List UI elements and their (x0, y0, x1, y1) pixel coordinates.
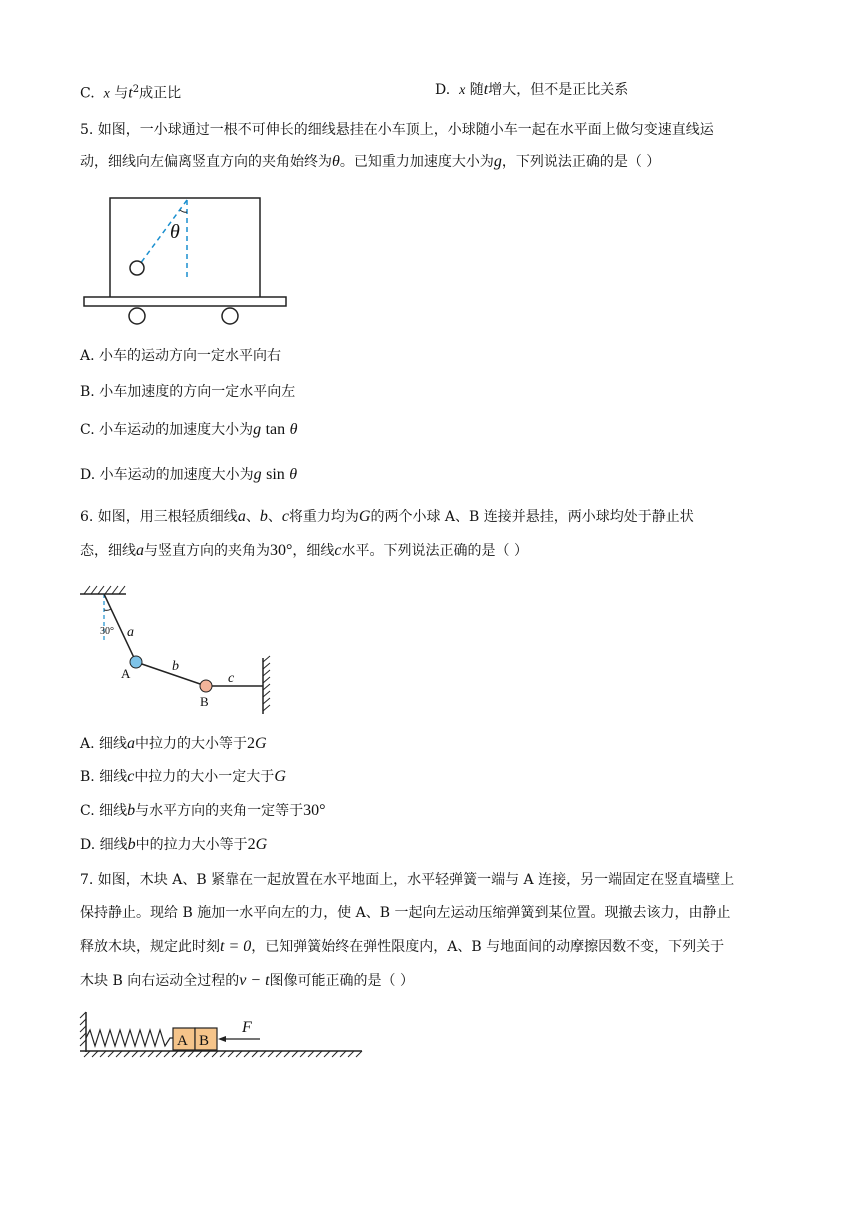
prev-option-d: D. x 随t增大，但不是正比关系 (435, 81, 629, 98)
right-wheel (222, 308, 238, 324)
q5-line-1: 5. 如图，一小球通过一根不可伸长的细线悬挂在小车顶上，小球随小车一起在水平面上做匀变速直线运 (80, 122, 714, 138)
force-arrowhead (218, 1036, 226, 1042)
angle-label: 30° (100, 626, 114, 637)
q6-option-d: D. 细线b中的拉力大小等于2G (80, 836, 268, 853)
q6-option-a: A. 细线a中拉力的大小等于2G (80, 735, 267, 752)
q6-line-2: 态，细线a与竖直方向的夹角为30°，细线c水平。下列说法正确的是（ ） (80, 542, 528, 559)
block-b-label: B (199, 1033, 210, 1049)
q5-line-2: 动，细线向左偏离竖直方向的夹角始终为θ。已知重力加速度大小为g，下列说法正确的是（ ） (80, 153, 661, 170)
cart-body (110, 198, 260, 298)
q5-cart-figure (80, 192, 290, 328)
ceiling-hatch (84, 586, 125, 594)
q7-line-1: 7. 如图，木块 A、B 紧靠在一起放置在水平地面上，水平轻弹簧一端与 A 连接，另一端固定在竖直墙壁上 (80, 872, 735, 888)
label-b: b (172, 659, 179, 674)
ball-a (130, 656, 142, 668)
string-dashed-line (140, 200, 187, 264)
q5-option-d: D. 小车运动的加速度大小为g sin θ (80, 466, 298, 483)
angle-arc (104, 609, 111, 610)
q6-hanging-balls-figure (80, 584, 280, 719)
wall-hatch (263, 656, 270, 711)
wall-hatch (80, 1012, 86, 1046)
block-a-label: A (177, 1033, 188, 1049)
theta-label: θ (170, 221, 180, 243)
left-wheel (129, 308, 145, 324)
q6-line-1: 6. 如图，用三根轻质细线a、b、c将重力均为G的两个小球 A、B 连接并悬挂，两小球均处于静止状 (80, 508, 694, 525)
cart-base (84, 297, 286, 306)
label-c: c (228, 671, 235, 686)
q7-line-2: 保持静止。现给 B 施加一水平向左的力，使 A、B 一起向左运动压缩弹簧到某位置。现撤去该力，由静止 (80, 905, 731, 921)
prev-option-c: C. x 与$t^2$成正比 (80, 84, 182, 102)
q6-option-b: B. 细线c中拉力的大小一定大于G (80, 768, 286, 785)
q7-line-4: 木块 B 向右运动全过程的v − t图像可能正确的是（ ） (80, 972, 414, 989)
q7-spring-block-figure (80, 1010, 365, 1058)
string-b (136, 662, 206, 686)
label-a: a (127, 625, 134, 640)
hanging-ball (130, 261, 144, 275)
ground-hatch (84, 1051, 362, 1057)
q5-option-b: B. 小车加速度的方向一定水平向左 (80, 384, 296, 400)
force-label: F (242, 1019, 252, 1036)
label-ball-a: A (121, 666, 131, 681)
q5-option-c: C. 小车运动的加速度大小为g tan θ (80, 421, 298, 438)
ball-b (200, 680, 212, 692)
q7-line-3: 释放木块，规定此时刻t = 0，已知弹簧始终在弹性限度内，A、B 与地面间的动摩擦因数不变，下列关于 (80, 938, 725, 955)
spring (86, 1030, 173, 1046)
q5-option-a: A. 小车的运动方向一定水平向右 (80, 348, 282, 364)
angle-arc (180, 210, 187, 212)
q6-option-c: C. 细线b与水平方向的夹角一定等于30° (80, 802, 326, 819)
label-ball-b: B (200, 694, 209, 709)
